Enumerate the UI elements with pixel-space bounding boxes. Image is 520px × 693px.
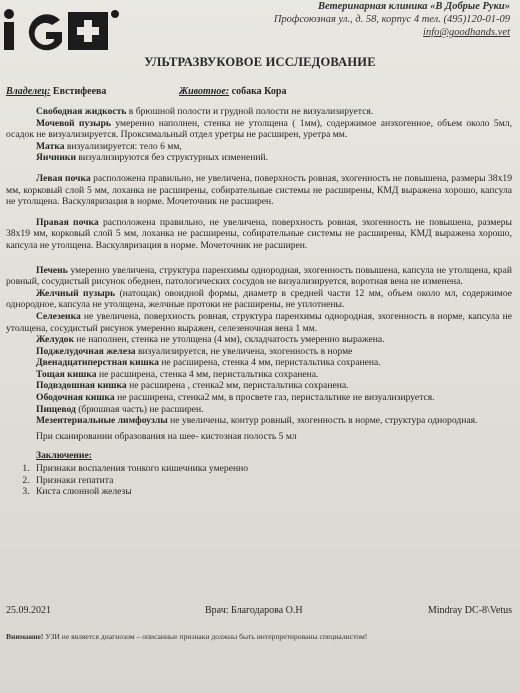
doctor-name: Врач: Благодарова О.Н — [205, 605, 303, 616]
clinic-logo — [2, 8, 120, 52]
colon-text: не расширена, стенка2 мм, в просвете газ, перистальтике не визуализируется. — [114, 392, 435, 404]
clinic-header — [274, 0, 510, 39]
gallbladder-text: (натощак) овоидной формы, диаметр в средней части 12 мм, объем около мл, содержимое однородное, капсула не утолщена, желчные протоки не расширены, не уплотнены. — [6, 287, 513, 311]
left-kidney-heading: Левая почка — [36, 172, 91, 184]
lymph-text: не увеличены, контур ровный, эхогенность в норме, структура однородная. — [167, 415, 478, 427]
bladder-text: умеренно наполнен, стенка не утолщена ( 1мм), содержимое анэхогенное, объем около 5мл, осадок не визуализируется. Проксимальный отдел уретры не расширен, уретра мм. — [6, 117, 512, 141]
report-date: 25.09.2021 — [6, 605, 51, 616]
disclaimer — [6, 632, 367, 641]
liver-paragraph — [6, 265, 512, 288]
esophagus-text: (брюшная часть) не расширен. — [75, 403, 204, 415]
owner-value: Евстифеева — [52, 86, 107, 97]
ileum-paragraph — [6, 380, 512, 392]
disclaimer-text: УЗИ не является диагнозом – описанные признаки должны быть интерпретированы специалистом! — [43, 632, 368, 641]
conclusion-list — [6, 463, 512, 498]
duodenum-heading: Двенадцатиперстная кишка — [36, 357, 159, 369]
stomach-text: не наполнен, стенка не утолщена (4 мм), складчатость умеренно выражена. — [74, 334, 385, 346]
pancreas-paragraph — [6, 346, 512, 358]
ileum-text: не расширена , стенка2 мм, перистальтика сохранена. — [126, 380, 349, 392]
left-kidney-text: расположена правильно, не увеличена, поверхность ровная, эхогенность не повышена, размеры 38х19 мм, корковый слой 5 мм, лоханка не расширены, собирательные системы не расширены, КМД выражена хорошо, капсула не утолщена. Васкуляризация в норме. Мочеточник не расширен. — [6, 172, 512, 208]
spleen-text: не увеличена, поверхность ровная, структура паренхимы однородная, эхогенность в норме, капсула не утолщена, сосудистый рисунок умеренно выражен, селезеночная вена 1 мм. — [6, 310, 512, 334]
jejunum-text: не расширена, стенка 4 мм, перистальтика сохранена. — [96, 368, 319, 380]
duodenum-paragraph — [6, 357, 512, 369]
spleen-paragraph — [6, 311, 512, 334]
ovaries-paragraph — [6, 152, 512, 164]
colon-heading: Ободочная кишка — [36, 392, 115, 404]
animal-label: Животное: — [178, 86, 230, 97]
ileum-heading: Подвздошная кишка — [36, 380, 127, 392]
ovaries-heading: Яичники — [36, 152, 76, 164]
animal-value: собака Кора — [231, 86, 287, 97]
right-kidney-paragraph — [6, 217, 512, 252]
bladder-heading: Мочевой пузырь — [36, 117, 111, 129]
liver-heading: Печень — [36, 264, 68, 276]
owner-label: Владелец: — [6, 86, 51, 97]
free-fluid-text: в брюшной полости и грудной полости не визуализируется. — [126, 106, 374, 117]
disclaimer-bold: Внимание! — [6, 632, 44, 641]
liver-text: умеренно увеличена, структура паренхимы однородная, эхогенность повышена, капсула не утолщена, край ровный, сосудистый рисунок обеднен, патологических сосудов не визуализируется, воротная вена не изменена. — [6, 264, 512, 288]
colon-paragraph — [6, 392, 512, 404]
free-fluid-heading: Свободная жидкость — [36, 106, 127, 117]
device-name: Mindray DC-8\Vetus — [427, 605, 512, 616]
uterus-paragraph — [6, 141, 512, 153]
stomach-heading: Желудок — [36, 334, 75, 346]
patient-info — [6, 86, 357, 97]
stomach-paragraph — [6, 334, 512, 346]
duodenum-text: не расширена, стенка 4 мм, перистальтика сохранена. — [158, 357, 381, 369]
bladder-paragraph — [6, 118, 512, 141]
free-fluid-paragraph — [6, 106, 512, 118]
esophagus-heading: Пищевод — [36, 403, 76, 415]
left-kidney-paragraph — [6, 173, 512, 208]
gallbladder-paragraph — [6, 288, 512, 311]
lymph-heading: Мезентериальные лимфоузлы — [36, 415, 168, 427]
neck-paragraph: При сканировании образования на шее- кистозная полость 5 мл — [36, 430, 297, 442]
jejunum-heading: Тощая кишка — [36, 368, 97, 380]
lymph-paragraph — [6, 415, 512, 427]
conclusion-item: 3. Киста слюнной железы — [32, 486, 512, 498]
report-body — [6, 106, 512, 498]
clinic-email: info@goodhands.vet — [423, 27, 510, 38]
gallbladder-heading: Желчный пузырь — [36, 287, 116, 299]
conclusion-heading: Заключение: — [36, 450, 92, 462]
pancreas-text: визуализируется, не увеличена, эхогенность в норме — [135, 345, 353, 357]
pancreas-heading: Поджелудочная железа — [36, 345, 136, 357]
conclusion-item: 2. Признаки гепатита — [32, 475, 512, 487]
right-kidney-heading: Правая почка — [36, 216, 99, 228]
clinic-address: Профсоюзная ул., д. 58, корпус 4 тел. (495)120-01-09 — [273, 14, 510, 25]
esophagus-paragraph — [6, 404, 512, 416]
right-kidney-text: расположена правильно, не увеличена, поверхность ровная, эхогенность не повышена, размеры 38х19 мм, корковый слой 5 мм, лоханка не расширены, собирательные системы не расширены, КМД выражена хорошо, капсула не утолщена. Васкуляризация в норме. Мочеточник не расширен. — [6, 216, 512, 251]
uterus-text: визуализируется: тело 6 мм, — [64, 140, 182, 152]
page-title: УЛЬТРАЗВУКОВОЕ ИССЛЕДОВАНИЕ — [144, 55, 376, 69]
uterus-heading: Матка — [36, 140, 65, 152]
clinic-name: Ветеринарная клиника «В Добрые Руки» — [318, 1, 510, 12]
spleen-heading: Селезенка — [36, 310, 81, 322]
jejunum-paragraph — [6, 369, 512, 381]
conclusion-item: 1. Признаки воспаления тонкого кишечника умеренно — [32, 463, 512, 475]
ovaries-text: визуализируются без структурных изменений. — [75, 152, 269, 164]
